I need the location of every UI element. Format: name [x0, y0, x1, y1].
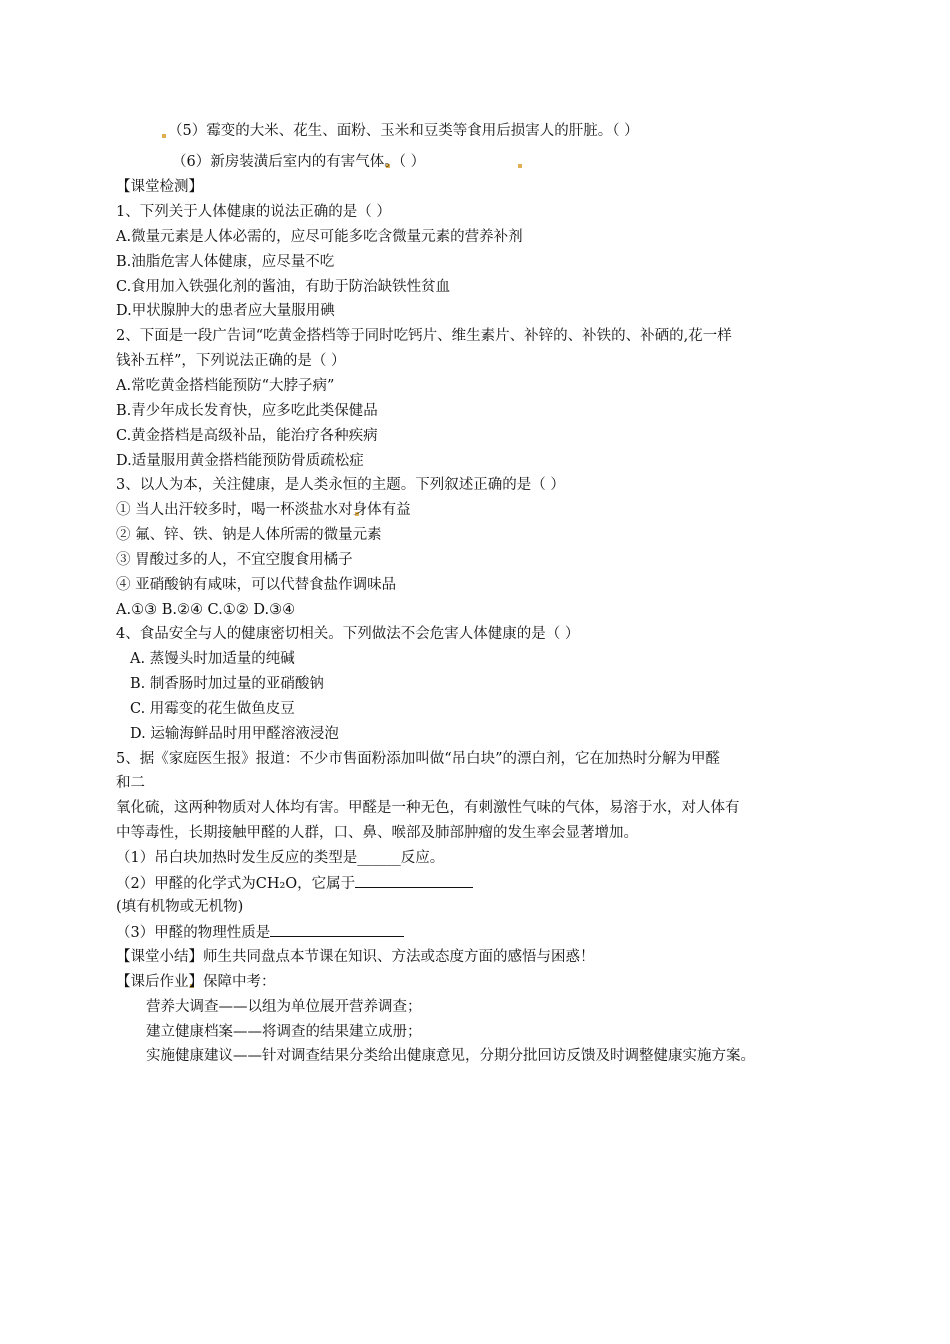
- homework-item-2: 建立健康档案——将调查的结果建立成册；: [146, 1024, 422, 1040]
- problem-2-option-b: B.青少年成长发育快，应多吃此类保健品: [116, 403, 378, 419]
- problem-5-sub-3: [116, 922, 404, 943]
- problem-1-option-d: D.甲状腺肿大的患者应大量服用碘: [116, 303, 335, 319]
- problem-3-statement-4: ④ 亚硝酸钠有咸味，可以代替食盐作调味品: [116, 577, 397, 593]
- problem-5-passage-2: 中等毒性，长期接触甲醛的人群，口、鼻、喉部及肺部肿瘤的发生率会显著增加。: [116, 825, 638, 841]
- answer-blank[interactable]: [270, 922, 404, 937]
- homework-item-1: 营养大调查——以组为单位展开营养调查；: [146, 999, 422, 1015]
- problem-1-option-b: B.油脂危害人体健康，应尽量不吃: [116, 254, 335, 270]
- problem-5: 5、据《家庭医生报》报道：不少市售面粉添加叫做“吊白块”的漂白剂，它在加热时分解为甲醛: [116, 751, 721, 767]
- problem-3-statement-1: ① 当人出汗较多时，喝一杯淡盐水对身体有益: [116, 502, 411, 518]
- problem-5-sub-2: [116, 873, 473, 894]
- decorative-dot: [162, 134, 166, 138]
- problem-5-sub-3-text: （3）甲醛的物理性质是: [116, 925, 271, 941]
- problem-4-option-a: A. 蒸馒头时加适量的纯碱: [130, 651, 295, 667]
- section-summary: 【课堂小结】师生共同盘点本节课在知识、方法或态度方面的感悟与困惑！: [116, 949, 595, 965]
- problem-5-sub-2-note: (填有机物或无机物): [116, 899, 244, 915]
- problem-5-sub-1: （1）吊白块加热时发生反应的类型是______反应。: [116, 850, 445, 866]
- problem-2: 2、下面是一段广告词“吃黄金搭档等于同时吃钙片、维生素片、补锌的、补铁的、补硒的,花一样: [116, 328, 732, 344]
- problem-1-option-c: C.食用加入铁强化剂的酱油，有助于防治缺铁性贫血: [116, 279, 451, 295]
- problem-3-statement-2: ② 氟、锌、铁、钠是人体所需的微量元素: [116, 527, 382, 543]
- problem-5-wrap: 和二: [116, 775, 145, 791]
- problem-4-option-b: B. 制香肠时加过量的亚硝酸钠: [130, 676, 324, 692]
- problem-2-option-c: C.黄金搭档是高级补品，能治疗各种疾病: [116, 428, 378, 444]
- problem-2-option-d: D.适量服用黄金搭档能预防骨质疏松症: [116, 453, 364, 469]
- section-heading-test: 【课堂检测】: [116, 179, 203, 195]
- decorative-dot: [518, 164, 522, 168]
- question-5-item: （5）霉变的大米、花生、面粉、玉米和豆类等食用后损害人的肝脏。（ ）: [168, 123, 639, 139]
- problem-3: 3、以人为本，关注健康，是人类永恒的主题。下列叙述正确的是（ ）: [116, 477, 565, 493]
- problem-1-option-a: A.微量元素是人体必需的，应尽可能多吃含微量元素的营养补剂: [116, 229, 523, 245]
- problem-1: 1、下列关于人体健康的说法正确的是（ ）: [116, 204, 391, 220]
- problem-4-option-c: C. 用霉变的花生做鱼皮豆: [130, 701, 295, 717]
- problem-3-statement-3: ③ 胃酸过多的人，不宜空腹食用橘子: [116, 552, 353, 568]
- problem-2-option-a: A.常吃黄金搭档能预防“大脖子病”: [116, 378, 335, 394]
- question-6-item: （6）新房装潢后室内的有害气体。（ ）: [172, 154, 426, 170]
- problem-5-passage-1: 氧化硫，这两种物质对人体均有害。甲醛是一种无色，有刺激性气味的气体，易溶于水，对人体有: [116, 800, 740, 816]
- section-homework: 【课后作业】保障中考：: [116, 974, 276, 990]
- problem-4-option-d: D. 运输海鲜品时用甲醛溶液浸泡: [130, 726, 339, 742]
- problem-5-sub-2-text: （2）甲醛的化学式为CH₂O，它属于: [116, 876, 356, 892]
- problem-3-options: A.①③ B.②④ C.①② D.③④: [116, 602, 296, 618]
- homework-item-3: 实施健康建议——针对调查结果分类给出健康意见，分期分批回访反馈及时调整健康实施方案。: [146, 1048, 755, 1064]
- problem-4: 4、食品安全与人的健康密切相关。下列做法不会危害人体健康的是（ ）: [116, 626, 580, 642]
- problem-2-continued: 钱补五样”，下列说法正确的是（ ）: [116, 353, 346, 369]
- answer-blank[interactable]: [355, 873, 473, 888]
